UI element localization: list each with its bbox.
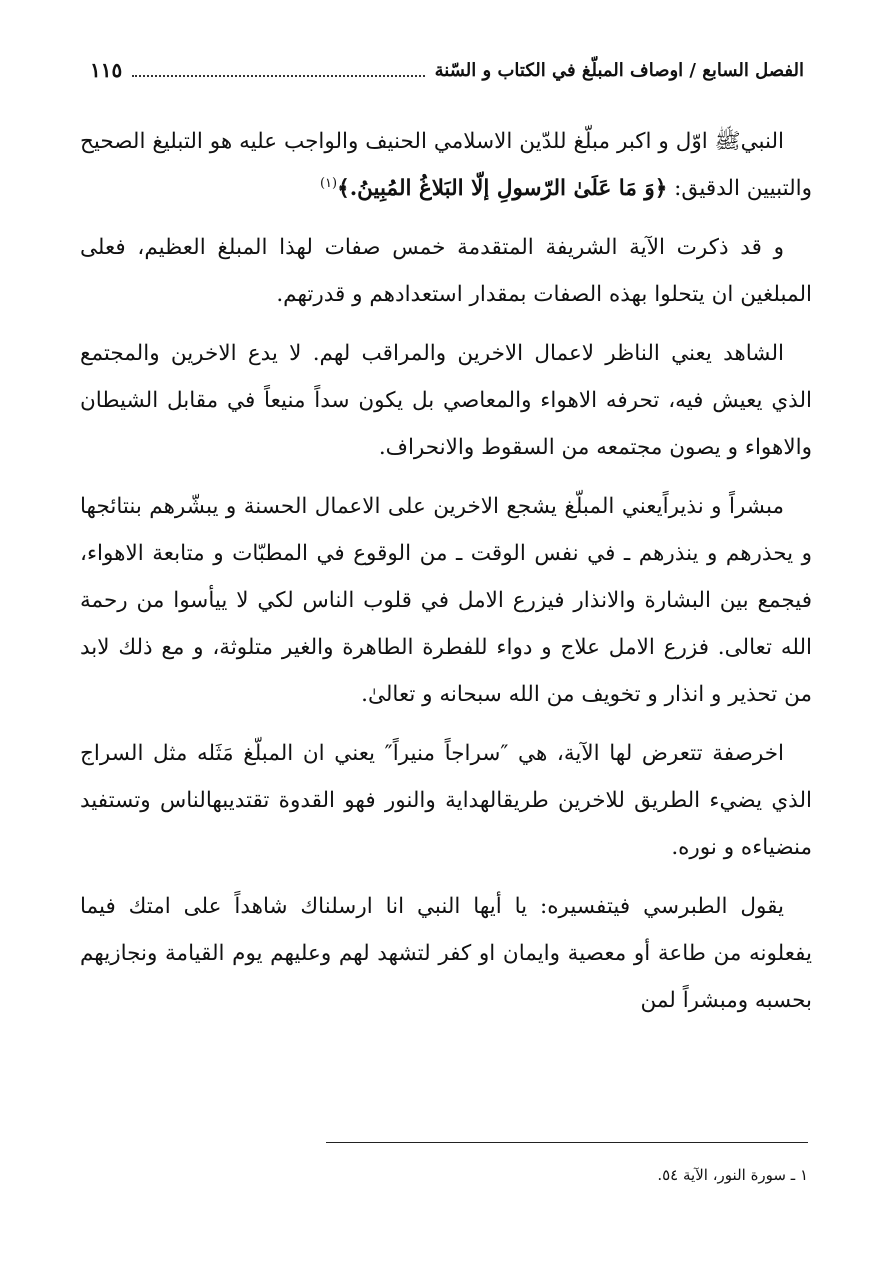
paragraph-6: يقول الطبرسي فيتفسيره: يا أيها النبي انا ارسلناك شاهداً على امتك فيما يفعلونه من طاعة أو معصية وايمان او كفر لتشهد لهم وعليهم يوم القيامة ونجازيهم بحسبه ومبشراً لمن — [80, 894, 812, 1013]
footnote: ١ ـ سورة النور، الآية ٥٤. — [657, 1166, 808, 1184]
leader-dots — [132, 75, 424, 77]
paragraph-5: اخرصفة تتعرض لها الآية، هي ″سراجاً منيراً″ يعني ان المبلّغ مَثَله مثل السراج الذي يضيء الطريق للاخرين طريقالهداية والنور فهو القدوة تقتديبهالناس وتستفيد منضياءه و نوره. — [80, 741, 812, 860]
footnote-reference: (١) — [319, 175, 338, 191]
body-text — [80, 118, 812, 1036]
paragraph-3: الشاهد يعني الناظر لاعمال الاخرين والمراقب لهم. لا يدع الاخرين والمجتمع الذي يعيش فيه، تحرفه الاهواء والمعاصي بل يكون سداً منيعاً في مقابل الشيطان والاهواء و يصون مجتمعه من السقوط والانحراف. — [80, 341, 812, 460]
paragraph-1-text: النبيﷺ اوّل و اكبر مبلّغ للدّين الاسلامي الحنيف والواجب عليه هو التبليغ الصحيح والتبيين الدقيق: — [80, 129, 812, 201]
footnote-divider — [326, 1142, 808, 1143]
paragraph-4: مبشراً و نذيراًيعني المبلّغ يشجع الاخرين على الاعمال الحسنة و يبشّرهم بنتائجها و يحذرهم و ينذرهم ـ في نفس الوقت ـ من الوقوع في المطبّات و متابعة الاهواء، فيجمع بين البشارة والانذار فيزرع الامل في قلوب الناس لكي لا ييأسوا من رحمة الله تعالى. فزرع الامل علاج و دواء للفطرة الطاهرة والغير متلوثة، و مع ذلك لابد من تحذير و انذار و تخويف من الله سبحانه و تعالىٰ. — [80, 494, 812, 707]
page-number: ١١٥ — [90, 58, 123, 82]
paragraph-1 — [80, 118, 812, 212]
chapter-title: الفصل السابع / اوصاف المبلّغ في الكتاب و السّنة — [434, 59, 804, 81]
quran-verse: ﴿وَ مَا عَلَىٰ الرّسولِ إلّا البَلاغُ المُبِينُ.﴾ — [337, 176, 668, 201]
paragraph-2: و قد ذكرت الآية الشريفة المتقدمة خمس صفات لهذا المبلغ العظيم، فعلى المبلغين ان يتحلوا بهذه الصفات بمقدار استعدادهم و قدرتهم. — [80, 235, 812, 307]
running-header — [90, 50, 804, 90]
